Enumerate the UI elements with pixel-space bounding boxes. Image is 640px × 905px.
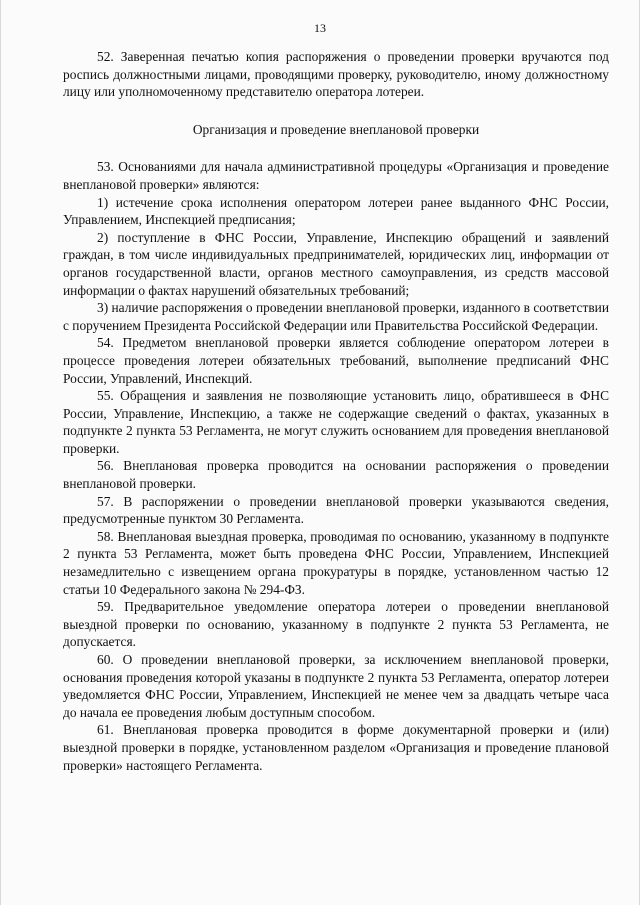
- paragraph-58: 58. Внеплановая выездная проверка, проводимая по основанию, указанному в подпункте 2 пункта 53 Регламента, может быть проведена ФНС России, Управлением, Инспекцией незамедлительно с извещением органа прокуратуры в порядке, установленном частью 12 статьи 10 Федерального закона № 294-ФЗ.: [63, 528, 609, 597]
- paragraph-53-item-1: 1) истечение срока исполнения оператором лотереи ранее выданного ФНС России, Управлением, Инспекцией предписания;: [63, 194, 609, 228]
- paragraph-53-item-2: 2) поступление в ФНС России, Управление, Инспекцию обращений и заявлений граждан, в том числе индивидуальных предпринимателей, юридических лиц, информации от органов государственной власти, органов местного самоуправления, из средств массовой информации о фактах нарушений обязательных требований;: [63, 229, 609, 298]
- paragraph-54: 54. Предметом внеплановой проверки является соблюдение оператором лотереи в процессе проведения лотереи обязательных требований, выполнение предписаний ФНС России, Управлений, Инспекций.: [63, 335, 609, 386]
- paragraph-53-item-3: 3) наличие распоряжения о проведении внеплановой проверки, изданного в соответствии с поручением Президента Российской Федерации или Правительства Российской Федерации.: [63, 300, 610, 333]
- paragraph-56: 56. Внеплановая проверка проводится на основании распоряжения о проведении внеплановой проверки.: [63, 458, 609, 492]
- paragraph-57: 57. В распоряжении о проведении внеплановой проверки указываются сведения, предусмотренные пунктом 30 Регламента.: [63, 493, 609, 527]
- page-number: 13: [314, 21, 326, 35]
- paragraph-60: 60. О проведении внеплановой проверки, за исключением внеплановой проверки, основания проведения которой указаны в подпункте 2 пункта 53 Регламента, оператор лотереи уведомляется ФНС России, Управлением, Инспекцией не менее чем за двадцать четыре часа до начала ее проведения любым доступным способом.: [63, 652, 609, 720]
- paragraph-61: 61. Внеплановая проверка проводится в форме документарной проверки и (или) выездной проверки в порядке, установленном разделом «Организация и проведение плановой проверки» настоящего Регламента.: [63, 722, 609, 773]
- document-body: [63, 48, 609, 774]
- paragraph-55: 55. Обращения и заявления не позволяющие установить лицо, обратившееся в ФНС России, Управление, Инспекцию, а также не содержащие сведений о фактах, указанных в подпункте 2 пункта 53 Регламента, не могут служить основанием для проведения внеплановой проверки.: [63, 388, 609, 456]
- paragraph-53: 53. Основаниями для начала административной процедуры «Организация и проведение внеплановой проверки» являются:: [63, 159, 609, 192]
- paragraph-52: 52. Заверенная печатью копия распоряжения о проведении проверки вручаются под роспись должностными лицами, проводящими проверку, руководителю, иному должностному лицу или уполномоченному представителю оператора лотереи.: [63, 49, 609, 100]
- paragraph-59: 59. Предварительное уведомление оператора лотереи о проведении внеплановой выездной проверки по основанию, указанному в подпункте 2 пункта 53 Регламента, не допускается.: [63, 599, 609, 650]
- section-heading: Организация и проведение внеплановой проверки: [192, 121, 480, 137]
